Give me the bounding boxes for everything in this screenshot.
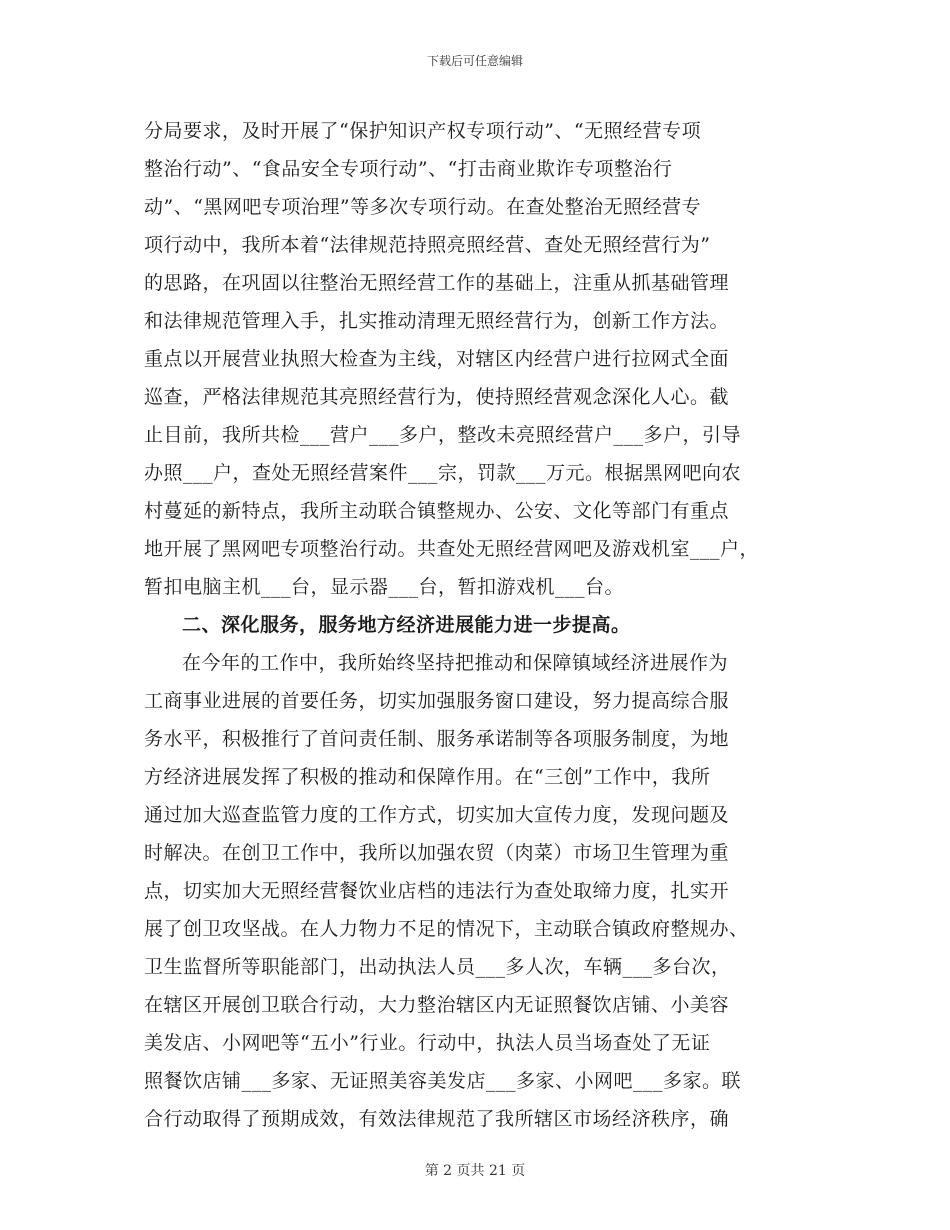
- body-line: 分局要求，及时开展了“保护知识产权专项行动”、“无照经营专项: [144, 120, 702, 142]
- body-line: 巡查，严格法律规范其亮照经营行为，使持照经营观念深化人心。截: [144, 386, 730, 408]
- body-line: 项行动中，我所本着“法律规范持照亮照经营、查处无照经营行为”: [144, 234, 711, 256]
- body-line: 动”、“黑网吧专项治理”等多次专项行动。在查处整治无照经营专: [144, 196, 702, 218]
- body-line: 村蔓延的新特点，我所主动联合镇整规办、公安、文化等部门有重点: [144, 500, 730, 522]
- body-line: 的思路，在巩固以往整治无照经营工作的基础上，注重从抓基础管理: [144, 272, 730, 294]
- body-line: 止目前，我所共检___营户___多户，整改未亮照经营户___多户，引导: [144, 424, 742, 446]
- body-line: 工商事业进展的首要任务，切实加强服务窗口建设，努力提高综合服: [144, 690, 730, 712]
- body-line: 在辖区开展创卫联合行动，大力整治辖区内无证照餐饮店铺、小美容: [144, 994, 730, 1016]
- document-body: [144, 112, 824, 1138]
- body-line: 卫生监督所等职能部门，出动执法人员___多人次，车辆___多台次，: [144, 956, 731, 978]
- body-line: 美发店、小网吧等“五小”行业。行动中，执法人员当场查处了无证: [144, 1032, 711, 1054]
- body-line: 重点以开展营业执照大检查为主线，对辖区内经营户进行拉网式全面: [144, 348, 730, 370]
- page-header: 下载后可任意编辑: [426, 54, 523, 68]
- body-line: 方经济进展发挥了积极的推动和保障作用。在“三创”工作中，我所: [144, 766, 711, 788]
- section-heading: 二、深化服务，服务地方经济进展能力进一步提高。: [182, 614, 631, 636]
- page-footer: 第 2 页共 21 页: [424, 1163, 526, 1179]
- body-line: 点，切实加大无照经营餐饮业店档的违法行为查处取缔力度，扎实开: [144, 880, 730, 902]
- body-line: 地开展了黑网吧专项整治行动。共查处无照经营网吧及游戏机室___户，: [144, 538, 760, 560]
- body-line: 整治行动”、“食品安全专项行动”、“打击商业欺诈专项整治行: [144, 158, 673, 180]
- paragraph-first-line: 在今年的工作中，我所始终坚持把推动和保障镇域经济进展作为: [182, 652, 729, 674]
- body-line: 通过加大巡查监管力度的工作方式，切实加大宣传力度，发现问题及: [144, 804, 730, 826]
- body-line: 和法律规范管理入手，扎实推动清理无照经营行为，创新工作方法。: [144, 310, 730, 332]
- body-line: 时解决。在创卫工作中，我所以加强农贸（肉菜）市场卫生管理为重: [144, 842, 730, 864]
- body-line: 办照___户，查处无照经营案件___宗，罚款___万元。根据黑网吧向农: [144, 462, 742, 484]
- body-line: 合行动取得了预期成效，有效法律规范了我所辖区市场经济秩序，确: [144, 1108, 730, 1130]
- body-line: 展了创卫攻坚战。在人力物力不足的情况下，主动联合镇政府整规办、: [144, 918, 749, 940]
- body-line: 暂扣电脑主机___台，显示器___台，暂扣游戏机___台。: [144, 576, 625, 598]
- body-line: 务水平，积极推行了首问责任制、服务承诺制等各项服务制度，为地: [144, 728, 730, 750]
- body-line: 照餐饮店铺___多家、无证照美容美发店___多家、小网吧___多家。联: [144, 1070, 742, 1092]
